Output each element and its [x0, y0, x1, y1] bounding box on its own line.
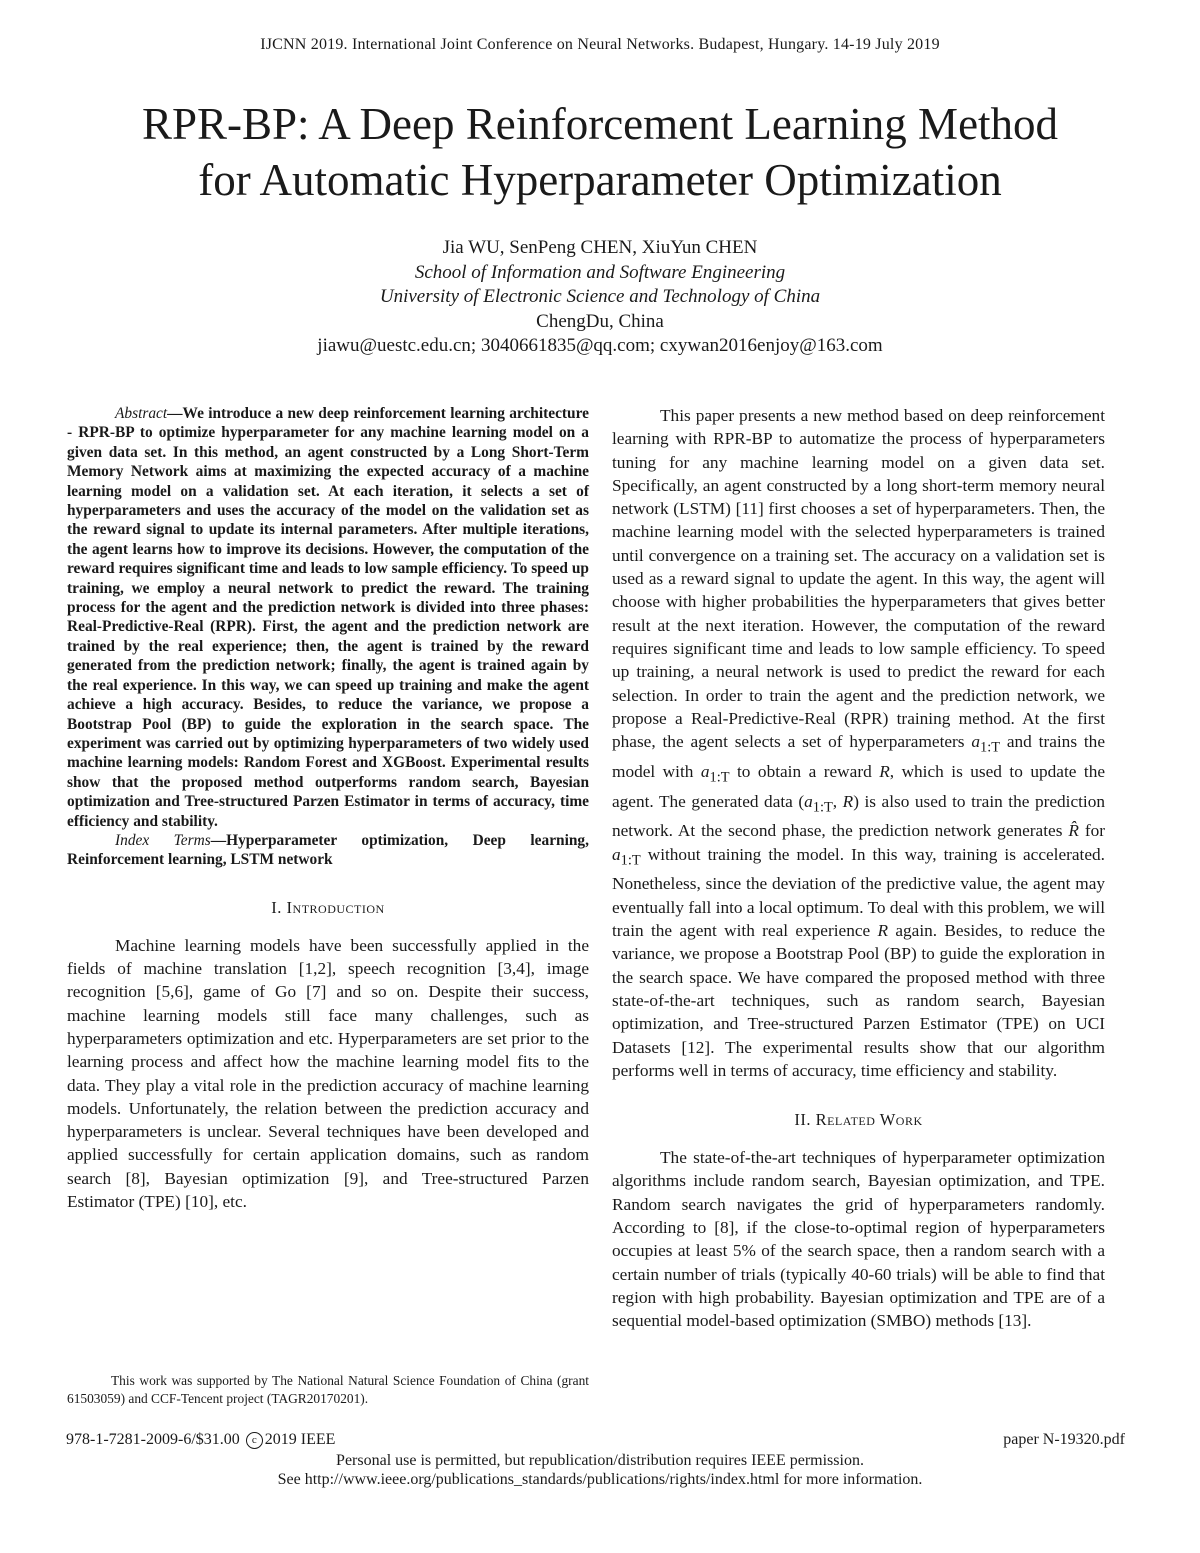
abstract: [67, 404, 589, 831]
footer-paper-id: paper N-19320.pdf: [1003, 1431, 1125, 1448]
section-heading-related-work: II. Related Work: [794, 1110, 923, 1130]
related-work-paragraph: The state-of-the-art techniques of hyperparameter optimization algorithms include random search, Bayesian optimization, and TPE. Random search navigates the grid of hyperparameters randomly. According to [8], if the close-to-optimal region of hyperparameters occupies at least 5% of the search space, then a random search with a certain number of trials (typically 40-60 trials) will be able to find that region with high probability. Bayesian optimization and TPE are of a sequential model-based optimization (SMBO) methods [13].: [612, 1148, 1105, 1331]
author-names: Jia WU, SenPeng CHEN, XiuYun CHEN: [442, 237, 758, 258]
author-school: School of Information and Software Engineering: [414, 261, 786, 283]
author-city: ChengDu, China: [536, 310, 664, 332]
right-column: [612, 404, 1105, 1333]
index-terms: [67, 831, 589, 870]
footer-isbn: 978-1-7281-2009-6/$31.00 c 2019 IEEE: [66, 1431, 336, 1448]
introduction-paragraph: Machine learning models have been successfully applied in the fields of machine translation [1,2], speech recognition [3,4], image recognition [5,6], game of Go [7] and so on. Despite their success, machine learning models still face many challenges, such as hyperparameters optimization and etc. Hyperparameters are set prior to the learning process and affect how the machine learning model fits to the data. They play a vital role in the prediction accuracy of machine learning models. Unfortunately, the relation between the prediction accuracy and hyperparameters is unclear. Several techniques have been developed and applied successfully for certain application domains, such as random search [8], Bayesian optimization [9], and Tree-structured Parzen Estimator (TPE) [10], etc.: [67, 935, 589, 1212]
funding-footnote: This work was supported by The National Natural Science Foundation of China (grant 61503059) and CCF-Tencent project (TAGR20170201).: [67, 1373, 589, 1406]
title-line-2: for Automatic Hyperparameter Optimization: [198, 155, 1002, 205]
footer-permission: [0, 1452, 1200, 1489]
author-university: University of Electronic Science and Technology of China: [379, 286, 821, 307]
title-line-1: RPR-BP: A Deep Reinforcement Learning Method: [141, 99, 1059, 149]
index-terms-label: Index Terms: [115, 831, 211, 849]
author-block: [0, 236, 1200, 359]
paper-title: [60, 96, 1140, 208]
conference-header: IJCNN 2019. International Joint Conference on Neural Networks. Budapest, Hungary. 14-19 July 2019: [260, 36, 940, 53]
section-heading-introduction: I. Introduction: [271, 897, 385, 917]
intro-continuation-paragraph: This paper presents a new method based on deep reinforcement learning with RPR-BP to automatize the process of hyperparameters tuning for any machine learning model on a given data set. Specifically, an agent constructed by a long short-term memory neural network (LSTM) [11] first chooses a set of hyperparameters. Then, the machine learning model with the selected hyperparameters is trained until convergence on a training set. The accuracy on a validation set is used as a reward signal to update the agent. In this way, the agent will choose with higher probabilities the hyperparameters that gives better result at the next iteration. However, the computation of the reward requires significant time and leads to low sample efficiency. To speed up training, a neural network is used to predict the reward for each selection. In order to train the agent and the prediction network, we propose a Real-Predictive-Real (RPR) training method. At the first phase, the agent selects a set of hyperparameters $a_{1:T}$ and trains the model with $a_{1:T}$ to obtain a reward R, which is used to update the agent. The generated data ($a_{1:T}$, R) is also used to train the prediction network. At the second phase, the prediction network generates R̂ for $a_{1:T}$ without training the model. In this way, training is accelerated. Nonetheless, since the deviation of the predictive value, the agent may eventually fall into a local optimum. To deal with this problem, we will train the agent with real experience R again. Besides, to reduce the variance, we propose a Bootstrap Pool (BP) to guide the exploration in the search space. We have compared the proposed method with three state-of-the-art techniques, such as random search, Bayesian optimization, and Tree-structured Parzen Estimator (TPE) on UCI Datasets [12]. The experimental results show that our algorithm performs well in terms of accuracy, time efficiency and stability.: [612, 406, 1106, 1080]
index-terms-text: —Hyperparameter optimization, Deep learning, Reinforcement learning, LSTM network: [67, 831, 589, 869]
author-emails: jiawu@uestc.edu.cn; 3040661835@qq.com; cxywan2016enjoy@163.com: [317, 335, 883, 356]
left-column: [67, 404, 589, 1213]
permission-line-2: See http://www.ieee.org/publications_standards/publications/rights/index.html for more information.: [277, 1470, 923, 1488]
permission-line-1: Personal use is permitted, but republication/distribution requires IEEE permission.: [336, 1452, 864, 1469]
abstract-label: Abstract: [115, 405, 168, 422]
abstract-text: —We introduce a new deep reinforcement learning architecture - RPR-BP to optimize hyperparameter for any machine learning model on a given data set. In this method, an agent constructed by a Long Short-Term Memory Network aims at maximizing the expected accuracy of a machine learning model on a validation set. At each iteration, it selects a set of hyperparameters and uses the accuracy of the model on the validation set as the reward signal to update its internal parameters. After multiple iterations, the agent learns how to improve its decisions. However, the computation of the reward requires significant time and leads to low sample efficiency. To speed up training, we employ a neural network to predict the reward. The training process for the agent and the prediction network is divided into three phases: Real-Predictive-Real (RPR). First, the agent and the prediction network are trained by the real experience; then, the agent is trained by the reward generated from the prediction network; finally, the agent is trained again by the real experience. In this way, we can speed up training and make the agent achieve a high accuracy. Besides, to reduce the variance, we propose a Bootstrap Pool (BP) to guide the exploration in the search space. The experiment was carried out by optimizing hyperparameters of two widely used machine learning models: Random Forest and XGBoost. Experimental results show that the proposed method outperforms random search, Bayesian optimization and Tree-structured Parzen Estimator in terms of accuracy, time efficiency and stability.: [67, 405, 589, 830]
copyright-icon: c: [246, 1432, 263, 1449]
